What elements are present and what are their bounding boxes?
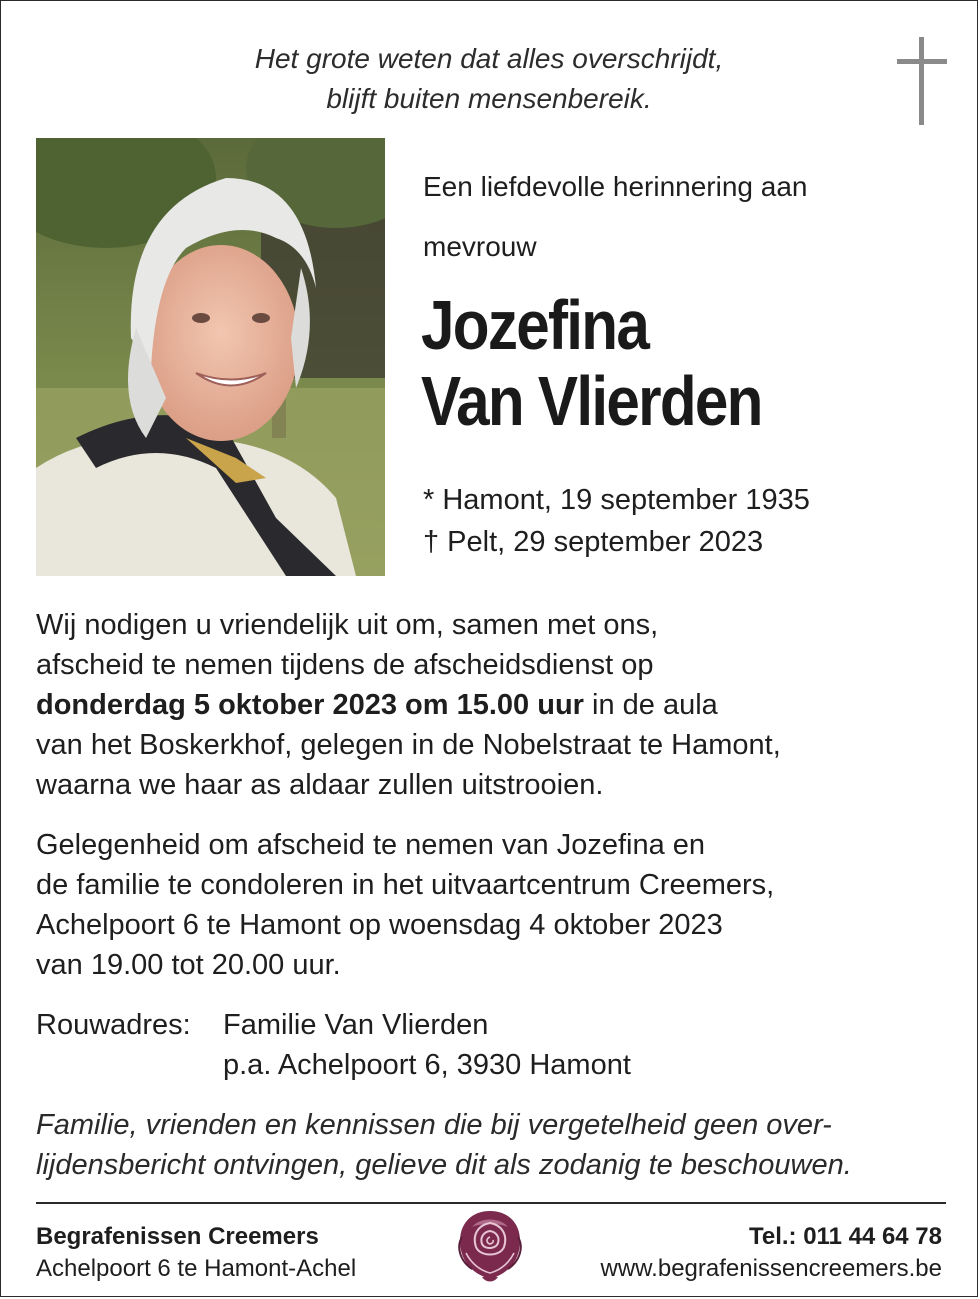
mourning-address-label: Rouwadres: [36, 1009, 191, 1041]
company-website[interactable]: www.begrafenissencreemers.be [600, 1255, 942, 1282]
service-line-4: van het Boskerkhof, gelegen in de Nobelstraat te Hamont, [36, 729, 781, 761]
notice-line-1: Familie, vrienden en kennissen die bij vergetelheid geen over- [36, 1109, 832, 1141]
mourning-address-line-1: Familie Van Vlierden [223, 1009, 489, 1041]
condolence-line-4: van 19.00 tot 20.00 uur. [36, 949, 341, 981]
portrait-illustration [36, 138, 385, 576]
mourning-address-line-2: p.a. Achelpoort 6, 3930 Hamont [223, 1049, 631, 1081]
first-name: Jozefina [421, 286, 649, 364]
company-name: Begrafenissen Creemers [36, 1223, 319, 1250]
motto-line-1: Het grote weten dat alles overschrijdt, [254, 43, 724, 74]
notice-text [36, 1105, 966, 1185]
service-paragraph [36, 605, 956, 805]
footer-company-info [36, 1221, 356, 1285]
condolence-line-2: de familie te condoleren in het uitvaartcentrum Creemers, [36, 869, 775, 901]
condolence-line-3: Achelpoort 6 te Hamont op woensdag 4 oktober 2023 [36, 909, 723, 941]
footer-contact-info [601, 1221, 943, 1285]
service-line-1: Wij nodigen u vriendelijk uit om, samen met ons, [36, 609, 659, 641]
motto-line-2: blijft buiten mensenbereik. [326, 83, 652, 114]
company-phone[interactable]: Tel.: 011 44 64 78 [748, 1223, 942, 1250]
deceased-name [421, 287, 762, 439]
company-address: Achelpoort 6 te Hamont-Achel [36, 1255, 357, 1282]
condolence-paragraph [36, 825, 956, 985]
title-word: mevrouw [423, 231, 537, 262]
service-line-3-rest: in de aula [583, 689, 718, 721]
notice-line-2: lijdensbericht ontvingen, gelieve dit als zodanig te beschouwen. [36, 1149, 852, 1181]
service-line-3 [36, 685, 956, 725]
cross-icon [897, 37, 947, 125]
death-date: † Pelt, 29 september 2023 [423, 526, 764, 558]
footer-divider [36, 1202, 946, 1204]
last-name: Van Vlierden [421, 362, 762, 440]
motto-quote [1, 39, 977, 119]
rose-icon [452, 1207, 528, 1289]
mourning-address-value [223, 1005, 631, 1085]
portrait-photo [36, 138, 385, 576]
intro-text: Een liefdevolle herinnering aan [423, 171, 808, 202]
life-dates [423, 479, 810, 563]
service-line-2: afscheid te nemen tijdens de afscheidsdienst op [36, 649, 654, 681]
birth-date: * Hamont, 19 september 1935 [423, 484, 810, 516]
condolence-line-1: Gelegenheid om afscheid te nemen van Jozefina en [36, 829, 706, 861]
service-datetime: donderdag 5 oktober 2023 om 15.00 uur [36, 689, 584, 721]
service-line-5: waarna we haar as aldaar zullen uitstrooien. [36, 769, 604, 801]
